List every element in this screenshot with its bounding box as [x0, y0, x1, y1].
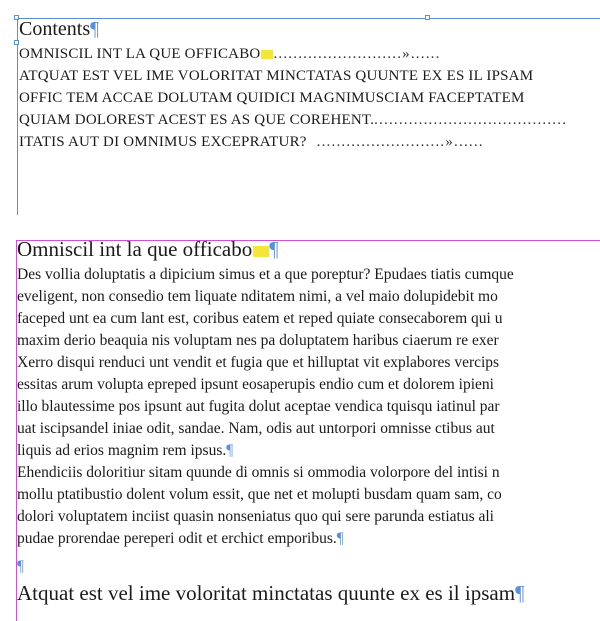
body-line: essitas arum volupta epreped ipsunt eosaperupis endio cum et dolorem ipieni	[17, 376, 494, 393]
body-line: maxim derio beaquia nis voluptam nes pa doluptatem haribus ciaerum re exer	[17, 332, 499, 349]
heading-atquat: Atquat est vel ime voloritat minctatas quunte ex es il ipsam¶	[17, 581, 525, 605]
body-line: Des vollia doluptatis a dipicium simus et a que poreptur? Epudaes tiatis cumque	[17, 266, 514, 283]
empty-paragraph: ¶	[17, 558, 25, 575]
toc-entry-3[interactable]: OFFIC TEM ACCAE DOLUTAM QUIDICI MAGNIMUSCIAM FACEPTATEM	[19, 90, 525, 106]
body-line: Ehendiciis doloritiur sitam quunde di omnis si ommodia volorpore del intisi n	[17, 464, 500, 481]
toc-title: Contents¶	[19, 18, 100, 40]
body-line: illo blautessime pos ipsunt aut fugita dolut aceptae vendica tquisqu iatinul par	[17, 398, 500, 415]
body-line: eveligent, non consedio tem liquate nditatem nimi, a vel maio dolupidebit mo	[17, 288, 498, 305]
toc-entry-4[interactable]: QUIAM DOLOREST ACEST ES AS QUE COREHENT........................................	[19, 112, 568, 128]
toc-entry-2[interactable]: ATQUAT EST VEL IME VOLORITAT MINCTATAS QUUNTE EX ES IL IPSAM	[19, 68, 534, 84]
body-line: Xerro disqui renduci unt vendit et fugia que et hilluptat vit explabores vercips	[17, 354, 500, 371]
anchor-marker	[253, 246, 269, 257]
body-line: faceped unt ea cum lant est, coribus eatem et reped quiate consecaborem qui u	[17, 310, 503, 327]
body-line: uat iscipsandel iniae odit, sandae. Nam, odis aut untorpori omnisse ctibus aut	[17, 420, 495, 437]
body-line: dolori voluptatem inciist quasin nonseniatus quo qui sere parunda estiatus ali	[17, 508, 494, 525]
body-line: mollu ptatibustio dolent volum essit, que net et molupti busdam quam sam, co	[17, 486, 502, 503]
body-line: liquis ad erios magnim rem ipsus.¶	[17, 442, 234, 459]
body-line: pudae prorendae pereperi odit et erchict emporibus.¶	[17, 530, 344, 547]
toc-entry-1[interactable]: OMNISCIL INT LA QUE OFFICABO ..........................»......	[19, 46, 441, 62]
heading-omniscil: Omniscil int la que officabo ¶	[17, 237, 279, 261]
frame-handle-top-middle[interactable]	[425, 15, 430, 20]
anchor-marker	[261, 50, 273, 59]
toc-entry-5[interactable]: ITATIS AUT DI OMNIMUS EXCEPRATUR? ..........................»......	[19, 134, 484, 150]
